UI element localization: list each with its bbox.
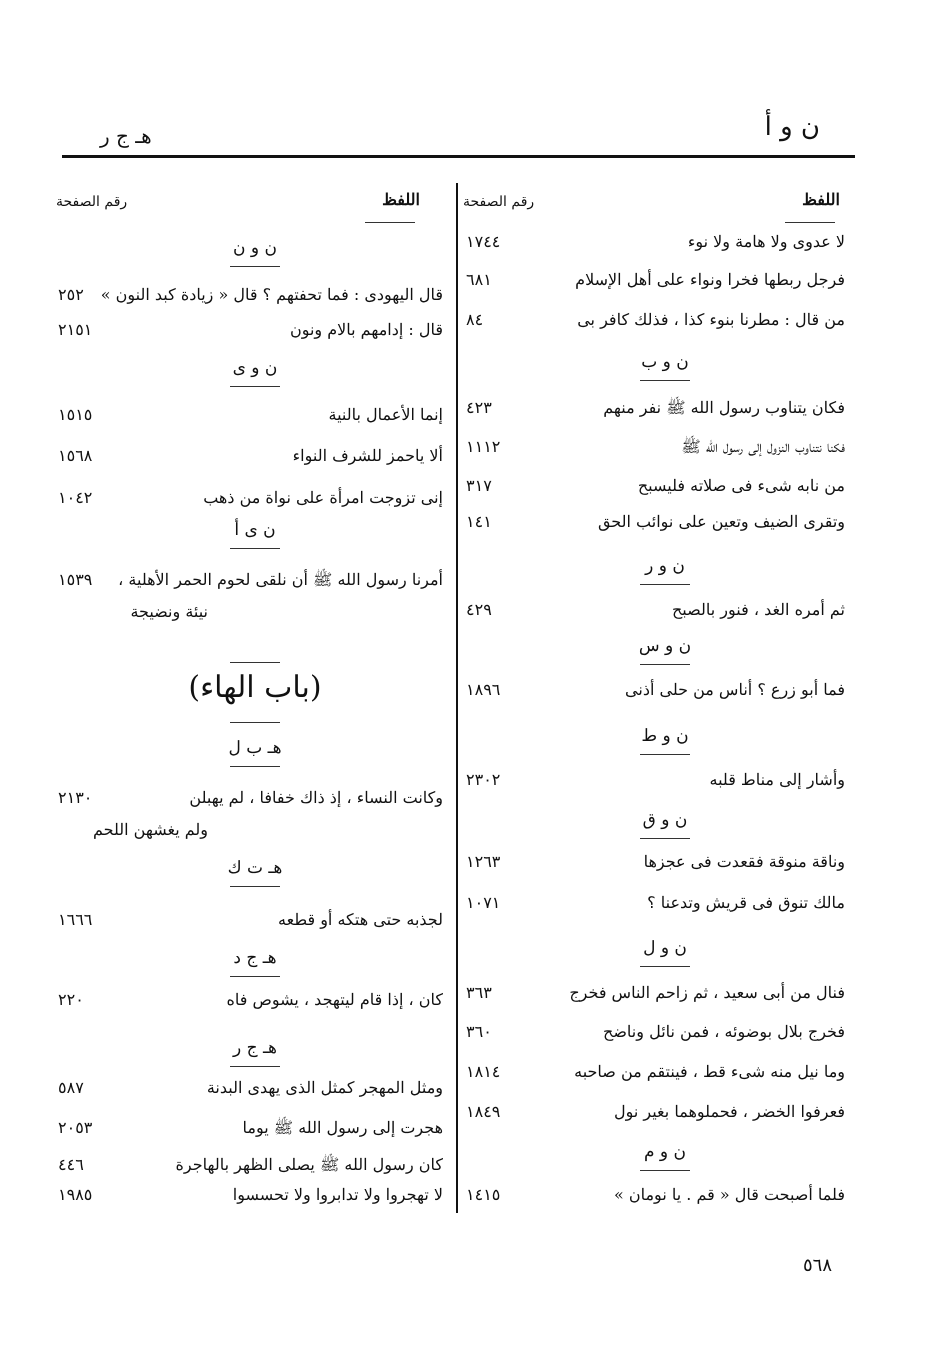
root-heading: هـ ب ل xyxy=(228,738,282,758)
root-heading: ن و ب xyxy=(641,352,689,372)
entry-phrase: ومثل المهجر كمثل الذى يهدى البدنة xyxy=(206,1078,443,1097)
chapter-overline xyxy=(230,662,280,663)
entry-page-number: ٤٢٩ xyxy=(466,600,492,619)
root-underline xyxy=(640,584,690,585)
header-right-root: ن و أ xyxy=(764,112,820,142)
entry-phrase: فما أبو زرع ؟ أناس من حلى أذنى xyxy=(625,680,845,699)
entry-page-number: ١٥١٥ xyxy=(58,405,93,424)
entry-phrase: وناقة منوقة فقعدت فى عجزها xyxy=(643,852,845,871)
root-heading: ن و م xyxy=(643,1142,687,1162)
entry-page-number: ٢٠٥٣ xyxy=(58,1118,93,1137)
entry-page-number: ٢٣٠٢ xyxy=(466,770,501,789)
header-rule xyxy=(62,155,855,158)
chapter-underline xyxy=(230,722,280,723)
entry-page-number: ٢٢٠ xyxy=(58,990,84,1009)
entry-phrase: لا تهجروا ولا تدابروا ولا تحسسوا xyxy=(232,1185,443,1204)
root-underline xyxy=(230,548,280,549)
root-underline xyxy=(640,664,690,665)
entry-phrase: فرجل ربطها فخرا ونواء على أهل الإسلام xyxy=(575,270,845,289)
root-underline xyxy=(230,386,280,387)
entry-page-number: ٢١٣٠ xyxy=(58,788,93,807)
entry-phrase-continuation: نيئة ونضيجة xyxy=(130,602,208,621)
entry-phrase: فلما أصبحت قال « قم . يا نومان » xyxy=(613,1185,845,1204)
entry-page-number: ١٦٦٦ xyxy=(58,910,93,929)
entry-phrase: قال اليهودى : فما تحفتهم ؟ قال « زيادة كبد النون » xyxy=(100,285,443,304)
entry-page-number: ٣٦٣ xyxy=(466,983,492,1002)
root-heading: ن و س xyxy=(638,636,692,656)
entry-phrase: فعرفوا الخضر ، فحملوهما بغير نول xyxy=(613,1102,845,1121)
right-word-label: اللفظ xyxy=(802,190,840,209)
entry-page-number: ١٨٩٦ xyxy=(466,680,501,699)
column-divider xyxy=(456,183,458,1213)
root-underline xyxy=(230,266,280,267)
left-word-label: اللفظ xyxy=(382,190,420,209)
entry-page-number: ١٨١٤ xyxy=(466,1062,501,1081)
chapter-title: (باب الهاء) xyxy=(188,670,322,705)
entry-phrase: من نابه شىء فى صلاته فليسبح xyxy=(637,476,845,495)
root-heading: هـ ج د xyxy=(233,948,277,968)
root-heading: هـ ج ر xyxy=(233,1038,277,1058)
root-underline xyxy=(230,886,280,887)
entry-page-number: ٦٨١ xyxy=(466,270,492,289)
entry-phrase: إنما الأعمال بالنية xyxy=(328,405,443,424)
left-page-label: رقم الصفحة xyxy=(56,194,128,210)
entry-page-number: ٨٤ xyxy=(466,310,484,329)
root-heading: ن و ق xyxy=(642,810,688,830)
root-underline xyxy=(230,1066,280,1067)
entry-page-number: ١٤١٥ xyxy=(466,1185,501,1204)
entry-page-number: ٣٦٠ xyxy=(466,1022,492,1041)
entry-page-number: ٤٤٦ xyxy=(58,1155,84,1174)
left-word-underline xyxy=(365,222,415,223)
entry-page-number: ١٤١ xyxy=(466,512,492,531)
entry-page-number: ١٧٤٤ xyxy=(466,232,501,251)
entry-page-number: ٤٢٣ xyxy=(466,398,492,417)
entry-phrase: من قال : مطرنا بنوء كذا ، فذلك كافر بى xyxy=(577,310,845,329)
entry-page-number: ١٨٤٩ xyxy=(466,1102,501,1121)
right-page-label: رقم الصفحة xyxy=(463,194,535,210)
root-heading: ن و ط xyxy=(641,726,689,746)
entry-phrase: كان ، إذا قام ليتهجد ، يشوص فاه xyxy=(226,990,443,1009)
root-heading: ن ى أ xyxy=(234,520,276,540)
root-heading: ن و ى xyxy=(232,358,278,378)
entry-page-number: ١٠٧١ xyxy=(466,893,501,912)
entry-page-number: ١١١٢ xyxy=(466,437,501,456)
entry-phrase: فنال من أبى سعيد ، ثم زاحم الناس فخرج xyxy=(569,983,845,1002)
right-word-underline xyxy=(785,222,835,223)
root-underline xyxy=(640,838,690,839)
entry-page-number: ١٥٦٨ xyxy=(58,446,93,465)
entry-phrase: لجذبه حتى هتكه أو قطعه xyxy=(278,910,443,929)
entry-page-number: ٥٨٧ xyxy=(58,1078,84,1097)
entry-page-number: ١٥٣٩ xyxy=(58,570,93,589)
entry-phrase: ثم أمره الغد ، فنور بالصبح xyxy=(671,600,845,619)
root-underline xyxy=(640,966,690,967)
entry-phrase: قال : إدامهم بالام ونون xyxy=(289,320,443,339)
root-heading: ن و ر xyxy=(645,556,685,576)
root-underline xyxy=(640,754,690,755)
header-left-root: هـ ج ر xyxy=(100,124,152,148)
entry-phrase: وأشار إلى مناط قلبه xyxy=(709,770,845,789)
entry-page-number: ٢١٥١ xyxy=(58,320,93,339)
entry-page-number: ١٩٨٥ xyxy=(58,1185,93,1204)
root-heading: ن و ل xyxy=(643,938,687,958)
entry-phrase: وكانت النساء ، إذ ذاك خفافا ، لم يهبلن xyxy=(189,788,443,807)
entry-phrase-continuation: ولم يغشهن اللحم xyxy=(92,820,208,839)
entry-phrase: فكان يتناوب رسول الله ﷺ نفر منهم xyxy=(603,398,845,417)
page-number: ٥٦٨ xyxy=(802,1255,832,1276)
entry-phrase: ألا ياحمز للشرف النواء xyxy=(292,446,443,465)
entry-phrase: لا عدوى ولا هامة ولا نوء xyxy=(687,232,845,251)
root-heading: هـ ت ك xyxy=(227,858,283,878)
entry-page-number: ١٢٦٣ xyxy=(466,852,501,871)
entry-phrase: هجرت إلى رسول الله ﷺ يوما xyxy=(242,1118,443,1137)
entry-page-number: ٢٥٢ xyxy=(58,285,84,304)
entry-page-number: ٣١٧ xyxy=(466,476,492,495)
root-underline xyxy=(230,766,280,767)
root-heading: ن و ن xyxy=(233,238,277,258)
root-underline xyxy=(640,380,690,381)
entry-phrase: كان رسول الله ﷺ يصلى الظهر بالهاجرة xyxy=(175,1155,443,1174)
entry-phrase: إنى تزوجت امرأة على نواة من ذهب xyxy=(203,488,443,507)
entry-phrase: وما نيل منه شىء قط ، فينتقم من صاحبه xyxy=(574,1062,845,1081)
entry-page-number: ١٠٤٢ xyxy=(58,488,93,507)
entry-phrase: وتقرى الضيف وتعين على نوائب الحق xyxy=(597,512,845,531)
root-underline xyxy=(230,976,280,977)
entry-phrase: فكنا نتناوب النزول إلى رسول الله ﷺ xyxy=(681,437,845,456)
entry-phrase: فخرج بلال بوضوئه ، فمن نائل وناضح xyxy=(603,1022,845,1041)
root-underline xyxy=(640,1170,690,1171)
entry-phrase: مالك تنوق فى قريش وتدعنا ؟ xyxy=(647,893,845,912)
entry-phrase: أمرنا رسول الله ﷺ أن نلقى لحوم الحمر الأهلية ، xyxy=(118,570,443,589)
